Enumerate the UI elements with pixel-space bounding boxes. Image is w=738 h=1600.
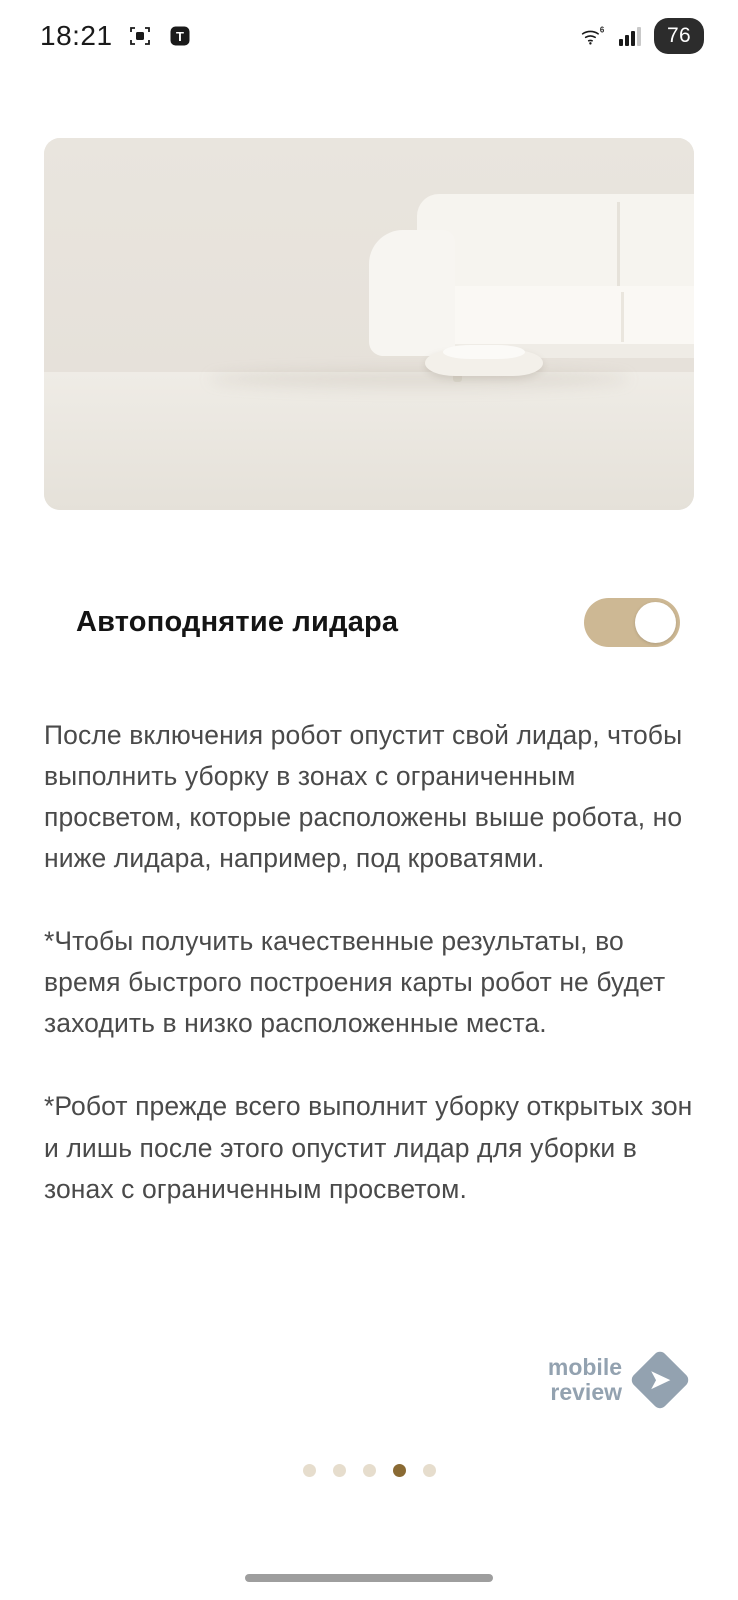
svg-text:T: T: [175, 29, 184, 44]
pagination-dot[interactable]: [363, 1464, 376, 1477]
description-paragraph-2: *Чтобы получить качественные результаты, во время быстрого построения карты робот не будет заходить в низко расположенные места.: [44, 926, 666, 1039]
setting-title: Автоподнятие лидара: [76, 606, 399, 638]
hero-floor: [44, 372, 694, 510]
description-paragraph-1: После включения робот опустит свой лидар, чтобы выполнить уборку в зонах с ограниченным просветом, которые расположены выше робота, но ниже лидара, например, под кроватями.: [44, 720, 683, 874]
watermark-line-1: mobile: [547, 1354, 622, 1381]
description-block: [44, 715, 694, 1210]
cellular-signal-icon: [616, 23, 644, 49]
home-indicator[interactable]: [245, 1574, 493, 1582]
pagination-dot[interactable]: [333, 1464, 346, 1477]
pagination-dot-active[interactable]: [393, 1464, 406, 1477]
status-clock: 18:21: [40, 20, 113, 51]
watermark-line-2: review: [550, 1379, 622, 1405]
hero-illustration: [44, 138, 694, 510]
pagination-dot[interactable]: [423, 1464, 436, 1477]
status-bar-right: [580, 18, 704, 54]
pagination-dot[interactable]: [303, 1464, 316, 1477]
watermark-text: [548, 1355, 622, 1405]
setting-row-lidar-auto-lift[interactable]: [44, 598, 694, 647]
text-badge-icon: [167, 23, 193, 49]
status-bar: [0, 0, 738, 72]
wifi-6-icon: [580, 23, 606, 49]
battery-indicator: 76: [654, 18, 704, 54]
svg-text:6: 6: [599, 25, 605, 35]
arrow-diamond-icon: ➤: [632, 1352, 688, 1408]
watermark: [548, 1352, 688, 1408]
screenshot-frame-icon: [127, 23, 153, 49]
pagination-dots[interactable]: [0, 1464, 738, 1477]
status-bar-left: [40, 20, 193, 52]
robot-vacuum-icon: [425, 350, 543, 376]
lidar-auto-lift-toggle[interactable]: [584, 598, 680, 647]
toggle-knob: [635, 602, 676, 643]
description-paragraph-3: *Робот прежде всего выполнит уборку открытых зон и лишь после этого опустит лидар для уборки в зонах с ограниченным просветом.: [44, 1091, 693, 1204]
